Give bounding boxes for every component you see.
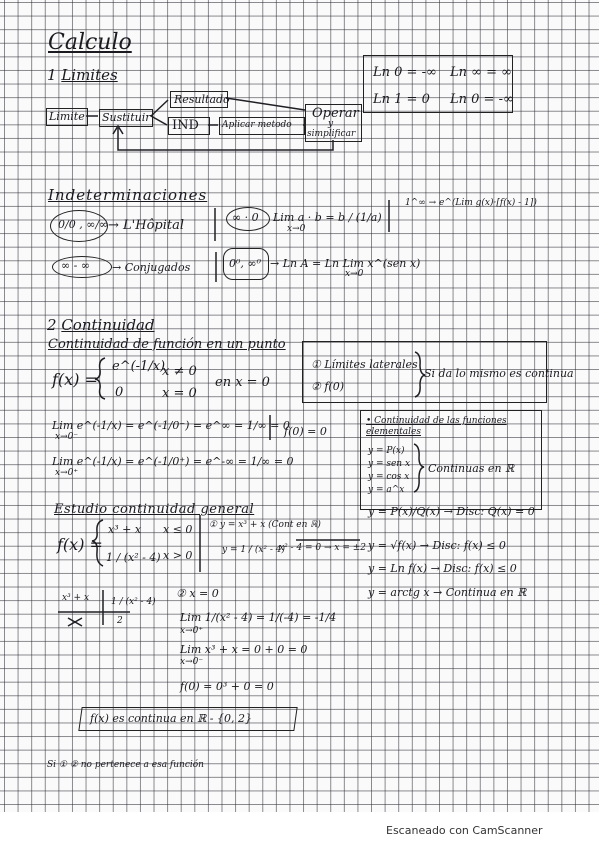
- indet-lim-ab-sub: x→0: [287, 224, 306, 234]
- piecewise-en: en x = 0: [215, 375, 270, 390]
- indet-inf-minus-label: ∞ - ∞: [61, 259, 91, 272]
- estudio-note-1: ① y = x³ + x (Cont en ℝ): [209, 520, 321, 530]
- piecewise-case-2: 0: [115, 385, 124, 400]
- indet-one-inf: 1^∞ → e^(Lim g(x)·[f(x) - 1]): [405, 198, 537, 208]
- elementary-item: y = P(x): [368, 446, 405, 456]
- elementary-conclusion: Continuas en ℝ: [428, 462, 515, 475]
- estudio-fx: f(x) =: [57, 535, 103, 554]
- piecewise-case-2-cond: x = 0: [162, 386, 197, 401]
- estudio-heading: Estudio continuidad general: [54, 502, 255, 517]
- lim-left: Lim e^(-1/x) = e^(-1/0⁻) = e^∞ = 1/∞ = 0: [52, 419, 290, 432]
- estudio-lim-right: Lim 1/(x² - 4) = 1/(-4) = -1/4: [180, 611, 337, 624]
- ln-table-cell: Ln 0 = -∞: [373, 65, 437, 80]
- flow-metodo-label: Aplicar metodo: [222, 120, 292, 130]
- indeterminaciones-heading: Indeterminaciones: [48, 186, 208, 204]
- footer-note: Si ① ② no pertenece a esa función: [47, 760, 204, 770]
- flow-resultado-label: Resultado: [174, 93, 230, 106]
- continuity-rule-arctg: y = arctg x → Continua en ℝ: [368, 586, 527, 599]
- criteria-conclusion: Si da lo mismo es continua: [424, 367, 574, 380]
- elementary-functions-title: • Continuidad de las funciones elementales: [366, 416, 507, 437]
- indet-powers-label: 0⁰, ∞⁰: [229, 257, 261, 270]
- estudio-note-2b: x² - 4 = 0 → x = ±2: [279, 543, 367, 553]
- flow-operar-label: Operar: [312, 106, 359, 121]
- indet-lhopital: → L'Hôpital: [108, 218, 185, 233]
- ln-table-cell: Ln 0 = -∞: [450, 92, 514, 107]
- ln-table-cell: Ln ∞ = ∞: [450, 65, 512, 80]
- estudio-piece-2: 1 / (x² - 4): [106, 551, 161, 564]
- lim-right-sub: x→0⁺: [55, 468, 79, 478]
- division-left: x³ + x: [62, 593, 90, 603]
- result-text: f(x) es continua en ℝ - {0, 2}: [90, 712, 252, 725]
- elementary-item: y = sen x: [368, 459, 411, 469]
- continuidad-punto-heading: Continuidad de función en un punto: [48, 337, 286, 352]
- piecewise-case-1-cond: x ≠ 0: [162, 364, 197, 379]
- section-1-heading: [47, 68, 118, 83]
- section-2-title: Continuidad: [61, 316, 155, 334]
- lim-right: Lim e^(-1/x) = e^(-1/0⁺) = e^-∞ = 1/∞ = 0: [52, 455, 294, 468]
- estudio-piece-1: x³ + x: [108, 523, 142, 536]
- flow-y-label: y: [328, 119, 334, 129]
- estudio-lim-left: Lim x³ + x = 0 + 0 = 0: [180, 643, 308, 656]
- criteria-item: ② f(0): [311, 380, 345, 393]
- division-right: 1 / (x² - 4): [111, 597, 156, 607]
- indet-conjugados: → Conjugados: [112, 261, 191, 274]
- estudio-step-2: ② x = 0: [176, 587, 219, 600]
- flow-simplificar-label: simplificar: [307, 129, 356, 139]
- flow-limite-label: Limite: [49, 110, 85, 123]
- estudio-piece-2-cond: x > 0: [163, 549, 193, 562]
- criteria-item: ① Límites laterales: [311, 358, 418, 371]
- flow-sustituir-label: Sustituir: [102, 111, 151, 124]
- piecewise-case-1: e^(-1/x): [112, 359, 166, 374]
- estudio-piece-1-cond: x ≤ 0: [163, 523, 193, 536]
- section-1-title: Limites: [61, 66, 118, 84]
- section-1-number: 1: [47, 66, 57, 84]
- estudio-f0: f(0) = 0³ + 0 = 0: [180, 680, 274, 693]
- indet-inf-zero-label: ∞ · 0: [232, 211, 259, 224]
- continuity-rule-fraction: y = P(x)/Q(x) → Disc: Q(x) = 0: [368, 505, 535, 518]
- indet-frac-label: 0/0 , ∞/∞: [58, 218, 109, 231]
- flow-ind-label: IND: [172, 118, 199, 133]
- page-title: Calculo: [48, 30, 132, 55]
- section-2-number: 2: [47, 316, 57, 334]
- continuity-rule-sqrt: y = √f(x) → Disc: f(x) ≤ 0: [368, 539, 506, 552]
- indet-ln-a: → Ln A = Ln Lim x^(sen x): [270, 257, 421, 270]
- elementary-item: y = a^x: [368, 485, 405, 495]
- indet-lim-ab: Lim a · b = b / (1/a): [273, 211, 382, 224]
- scanner-watermark: Escaneado con CamScanner: [386, 824, 543, 837]
- division-bottom: 2: [117, 616, 123, 626]
- estudio-lim-right-sub: x→0⁺: [180, 626, 204, 636]
- continuity-rule-ln: y = Ln f(x) → Disc: f(x) ≤ 0: [368, 562, 517, 575]
- estudio-note-2: y = 1 / (x² - 4): [222, 545, 286, 555]
- lim-left-sub: x→0⁻: [55, 432, 79, 442]
- piecewise-fx: f(x) =: [52, 370, 98, 389]
- indet-ln-a-sub: x→0: [345, 269, 364, 279]
- elementary-item: y = cos x: [368, 472, 410, 482]
- ln-table-cell: Ln 1 = 0: [373, 92, 430, 107]
- f-of-zero: f(0) = 0: [284, 425, 327, 438]
- estudio-lim-left-sub: x→0⁻: [180, 657, 204, 667]
- section-2-heading: [47, 318, 155, 333]
